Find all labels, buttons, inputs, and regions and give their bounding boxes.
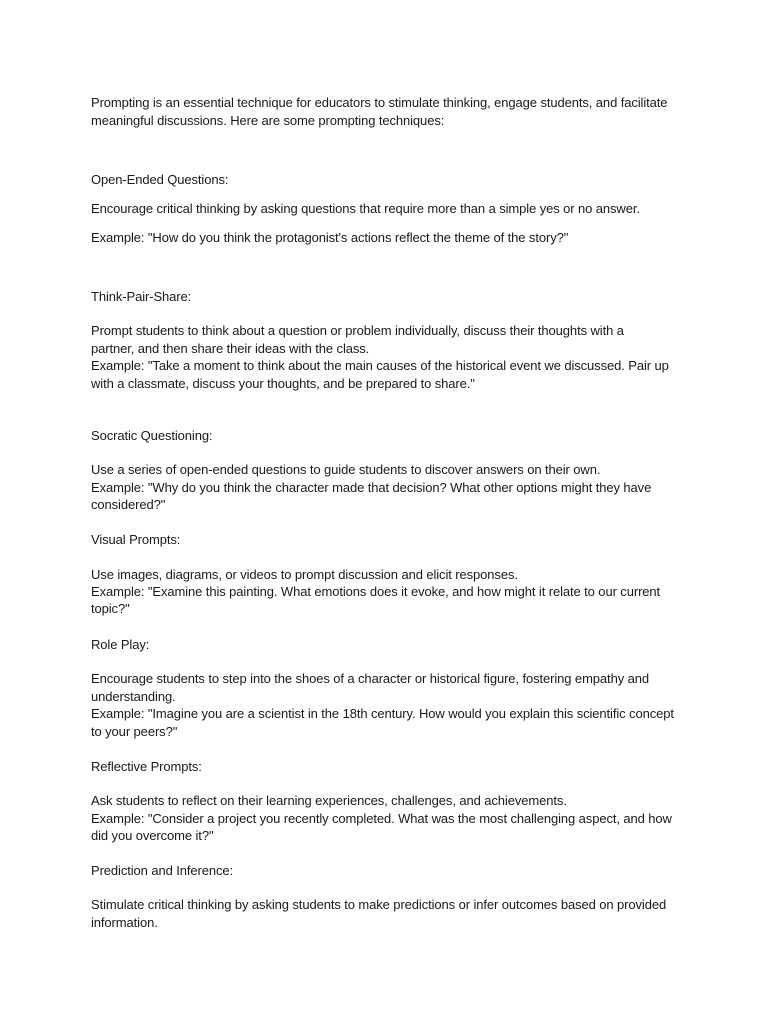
section-example: did you overcome it?" [91,828,214,843]
section-description: information. [91,915,158,930]
section-example: considered?" [91,497,166,512]
section-description: Use a series of open-ended questions to guide students to discover answers on their own. [91,462,601,477]
section-example: Example: "Examine this painting. What emotions does it evoke, and how might it relate to our current [91,584,661,599]
section-description: Encourage students to step into the shoes of a character or historical figure, fostering empathy and [91,671,649,686]
intro-line: meaningful discussions. Here are some prompting techniques: [91,113,445,128]
section-description: Stimulate critical thinking by asking students to make predictions or infer outcomes based on provided [91,897,667,912]
section-heading: Prediction and Inference: [91,863,234,878]
section-example: to your peers?" [91,724,178,739]
section-description: Use images, diagrams, or videos to prompt discussion and elicit responses. [91,567,518,582]
section-example: Example: "Why do you think the character made that decision? What other options might they have [91,480,652,495]
section-heading: Reflective Prompts: [91,759,202,774]
section-example: Example: "How do you think the protagonist's actions reflect the theme of the story?" [91,230,569,245]
section-heading: Role Play: [91,637,150,652]
section-example: Example: "Take a moment to think about the main causes of the historical event we discussed. Pair up [91,358,669,373]
section-heading: Socratic Questioning: [91,428,213,443]
section-example: with a classmate, discuss your thoughts, and be prepared to share." [91,376,475,391]
section-description: partner, and then share their ideas with the class. [91,341,370,356]
section-description: Encourage critical thinking by asking questions that require more than a simple yes or no answer. [91,201,640,216]
section-description: Ask students to reflect on their learning experiences, challenges, and achievements. [91,793,567,808]
section-description: understanding. [91,689,176,704]
section-example: topic?" [91,601,130,616]
section-heading: Visual Prompts: [91,532,181,547]
section-example: Example: "Imagine you are a scientist in the 18th century. How would you explain this scientific concept [91,706,674,721]
intro-line: Prompting is an essential technique for educators to stimulate thinking, engage students, and facilitate [91,95,668,110]
section-heading: Think-Pair-Share: [91,289,192,304]
section-description: Prompt students to think about a question or problem individually, discuss their thoughts with a [91,323,624,338]
section-heading: Open-Ended Questions: [91,172,229,187]
section-example: Example: "Consider a project you recently completed. What was the most challenging aspect, and how [91,811,672,826]
